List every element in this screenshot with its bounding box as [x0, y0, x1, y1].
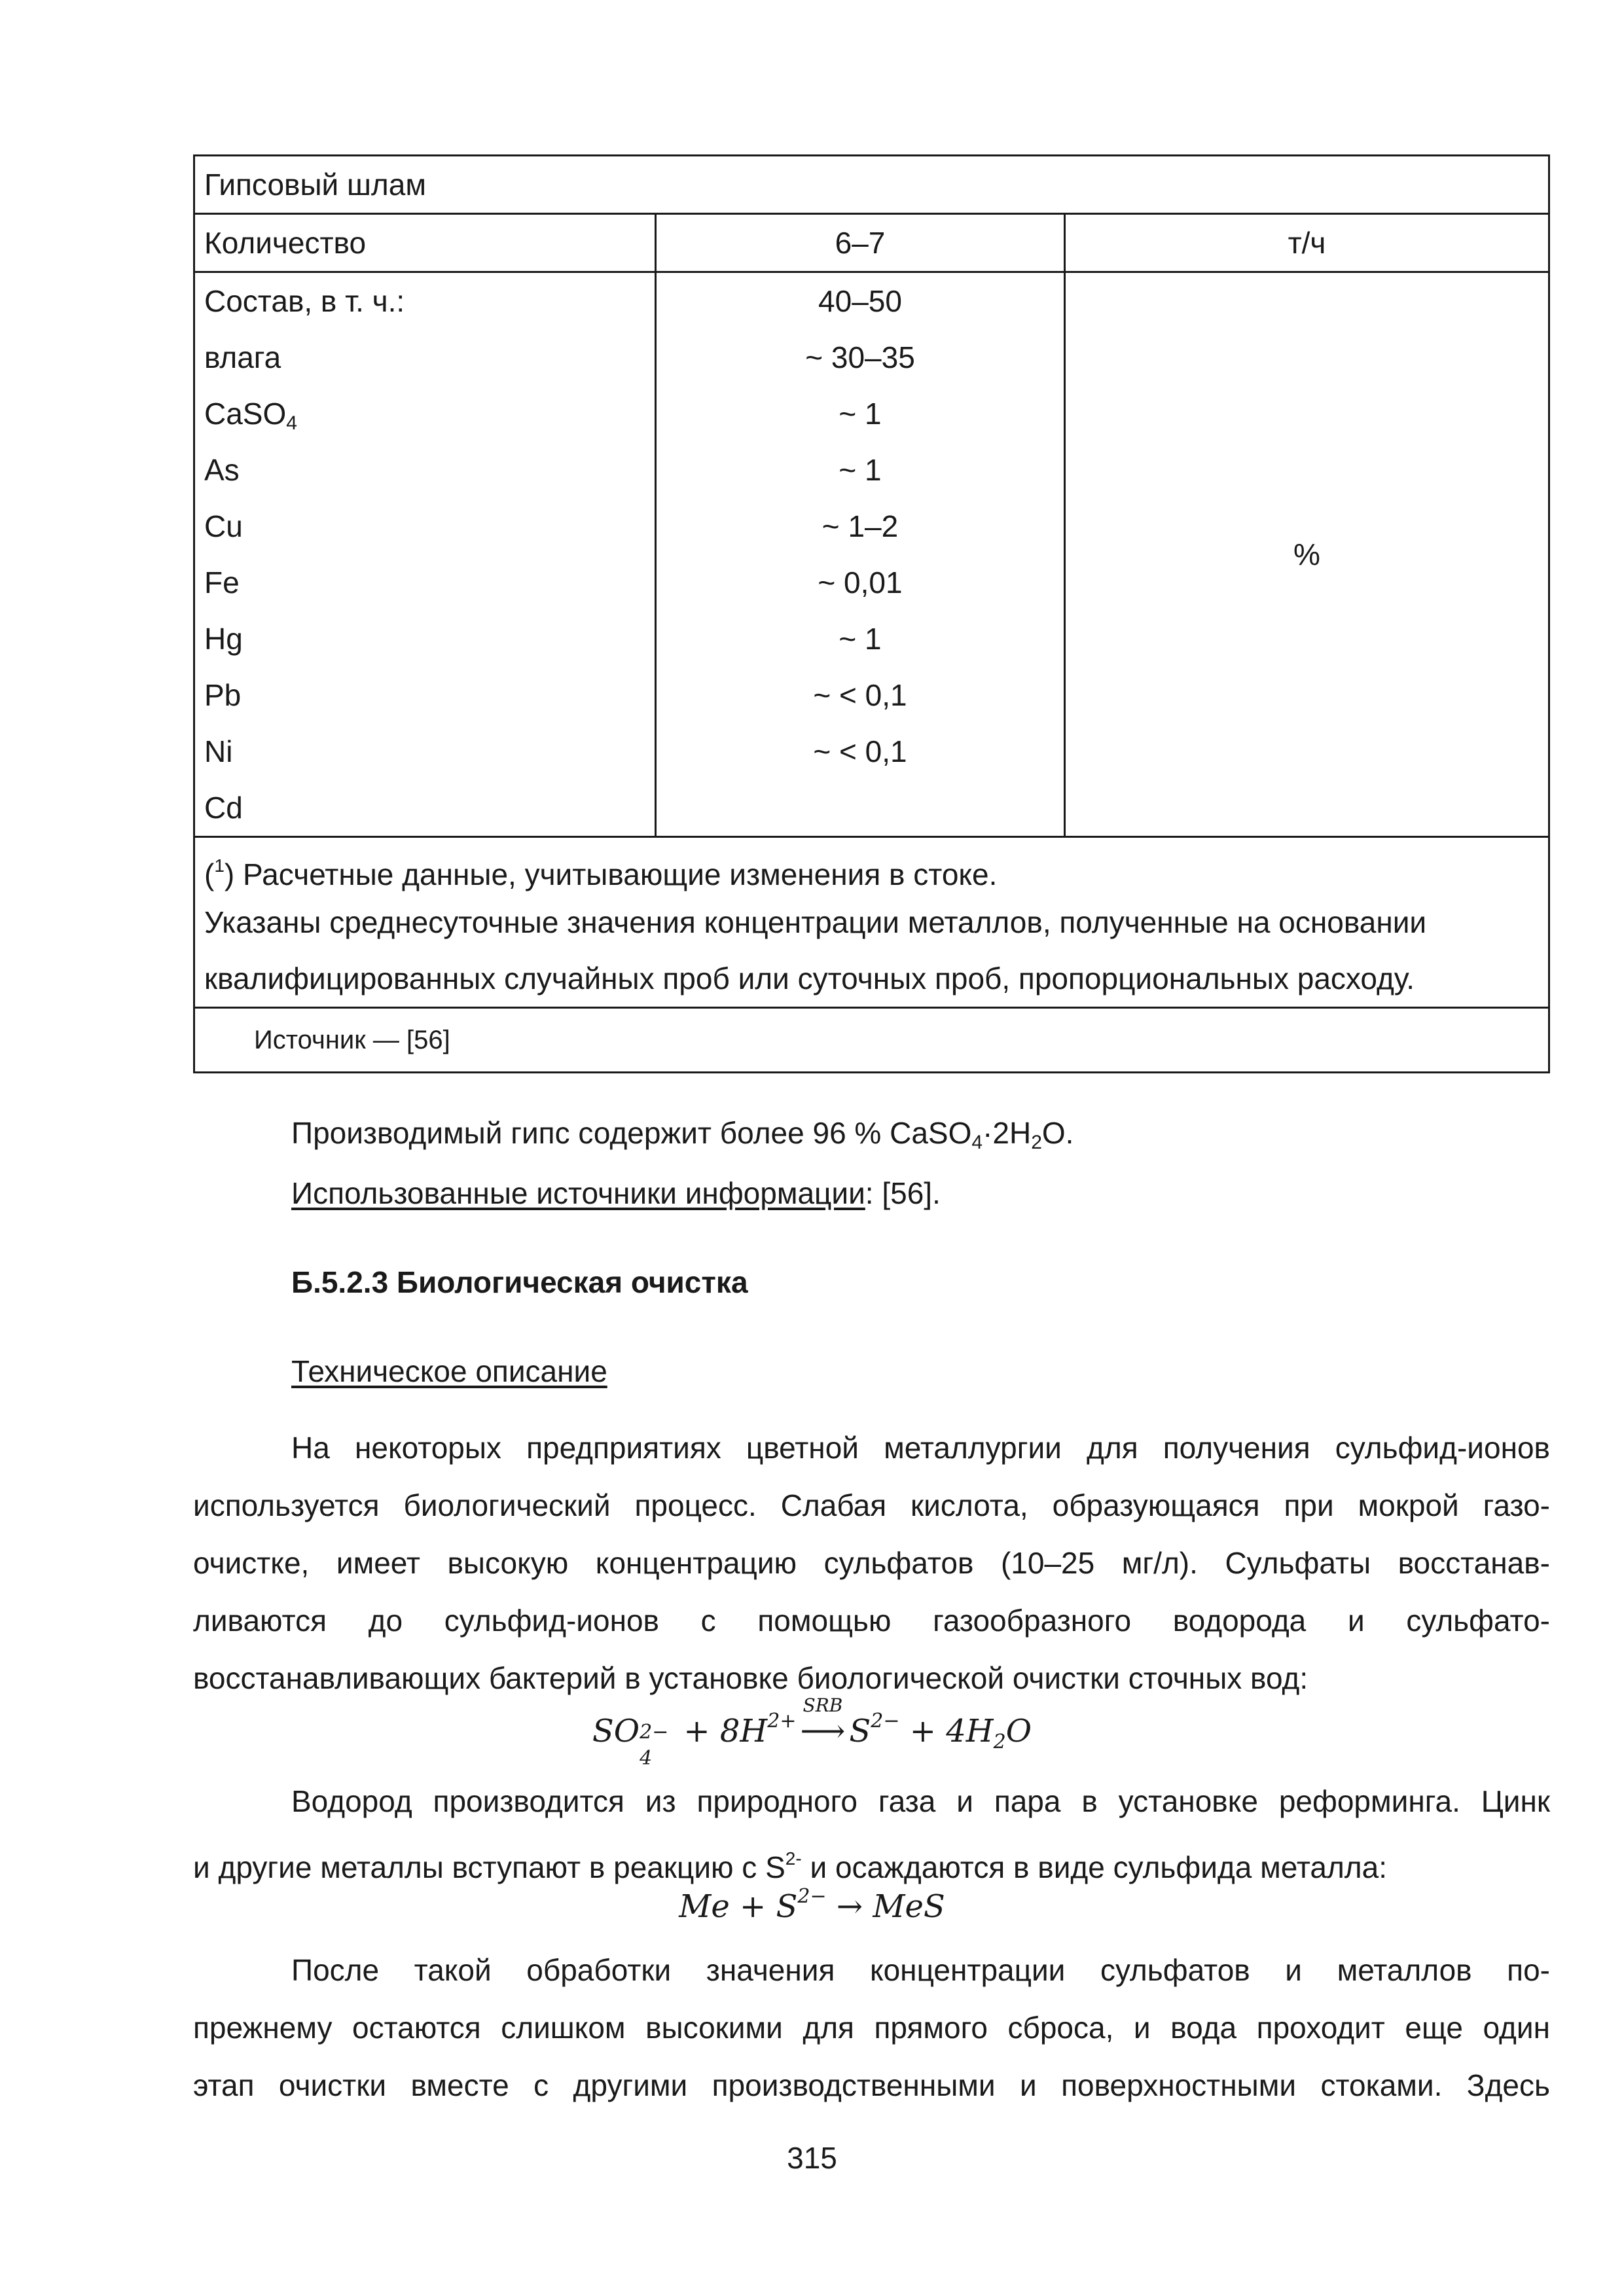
composition-header-value: 40–50 — [818, 284, 902, 318]
table-source: Источник — [56] — [194, 1008, 1549, 1073]
component-label: CaSO$_4$ — [204, 397, 297, 434]
table-notes — [194, 837, 1549, 1008]
composition-labels — [194, 272, 656, 837]
component-value: ~ < 0,1 — [813, 734, 907, 768]
composition-unit: % — [1065, 272, 1549, 837]
paragraph-2: Водород производится из природного газа и пара в установке реформинга. Цинк и другие металлы вступают в реакцию с $S^{2-}$ и осаждаются в виде сульфида металла: — [193, 1784, 1550, 1884]
gypsum-content-text: Производимый гипс содержит более 96 % $CaSO_4\cdot 2H_2O$. — [291, 1116, 1074, 1153]
note-line: квалифицированных случайных проб или суточных проб, пропорциональных расходу. — [204, 961, 1415, 996]
component-value: ~ 30–35 — [805, 340, 915, 374]
reaction-formula-metal-sulfide: $Me + S^{2-}$ → MeS — [679, 1885, 945, 1925]
component-label: As — [204, 453, 240, 487]
quantity-label: Количество — [194, 214, 656, 272]
component-label: влага — [204, 340, 281, 374]
notes-row — [194, 837, 1549, 1008]
footnote: ($^1$) Расчетные данные, учитывающие изменения в стоке. — [204, 855, 998, 891]
component-value: ~ 0,01 — [818, 565, 903, 600]
component-value: ~ 1 — [839, 397, 882, 431]
composition-values — [656, 272, 1065, 837]
section-heading: Б.5.2.3 Биологическая очистка — [291, 1265, 748, 1299]
composition-row — [194, 272, 1549, 837]
paragraph-3: После такой обработки значения концентрации сульфатов и металлов по- прежнему остаются слишком высокими для прямого сброса, и вода проходит еще один этап очистки вместе с другими производственными и поверхностными стоками. Здесь — [193, 1953, 1550, 2102]
quantity-value: 6–7 — [656, 214, 1065, 272]
component-label: Ni — [204, 734, 233, 768]
component-value: ~ 1 — [839, 453, 882, 487]
component-label: Cu — [204, 509, 243, 543]
component-label: Hg — [204, 622, 243, 656]
note-line: Указаны среднесуточные значения концентрации металлов, полученные на основании — [204, 905, 1427, 939]
reaction-formula-sulfate: SO 2− 4 + $8H^{2+}$ SRB ⟶ $S^{2-} + 4H_2O$ — [592, 1695, 1032, 1770]
component-value: ~ 1 — [839, 622, 882, 656]
table-row — [194, 214, 1549, 272]
subsection-heading: Техническое описание — [291, 1354, 607, 1388]
component-value: ~ 1–2 — [821, 509, 899, 543]
gypsum-sludge-table — [193, 154, 1550, 1073]
paragraph-1: На некоторых предприятиях цветной металлургии для получения сульфид-ионов используется биологический процесс. Слабая кислота, образующаяся при мокрой газо- очистке, имеет высокую концентрацию сульфатов (10–25 мг/л). Сульфаты восстанав- ливаются до сульфид-ионов с помощью газообразного водорода и сульфато- восстанавливающих бактерий в установке биологической очистки сточных вод: — [193, 1431, 1550, 1695]
table-section-title: Гипсовый шлам — [194, 156, 1549, 214]
component-label: Fe — [204, 565, 240, 600]
quantity-unit: т/ч — [1065, 214, 1549, 272]
component-label: Pb — [204, 678, 242, 712]
sources-line: Использованные источники информации: [56]. — [291, 1176, 941, 1210]
sources-link[interactable]: Использованные источники информации — [291, 1176, 865, 1210]
component-value: ~ < 0,1 — [813, 678, 907, 712]
page-number: 315 — [787, 2141, 837, 2175]
composition-header-label: Состав, в т. ч.: — [204, 284, 405, 318]
component-label: Cd — [204, 791, 243, 825]
component-value — [666, 780, 1055, 836]
